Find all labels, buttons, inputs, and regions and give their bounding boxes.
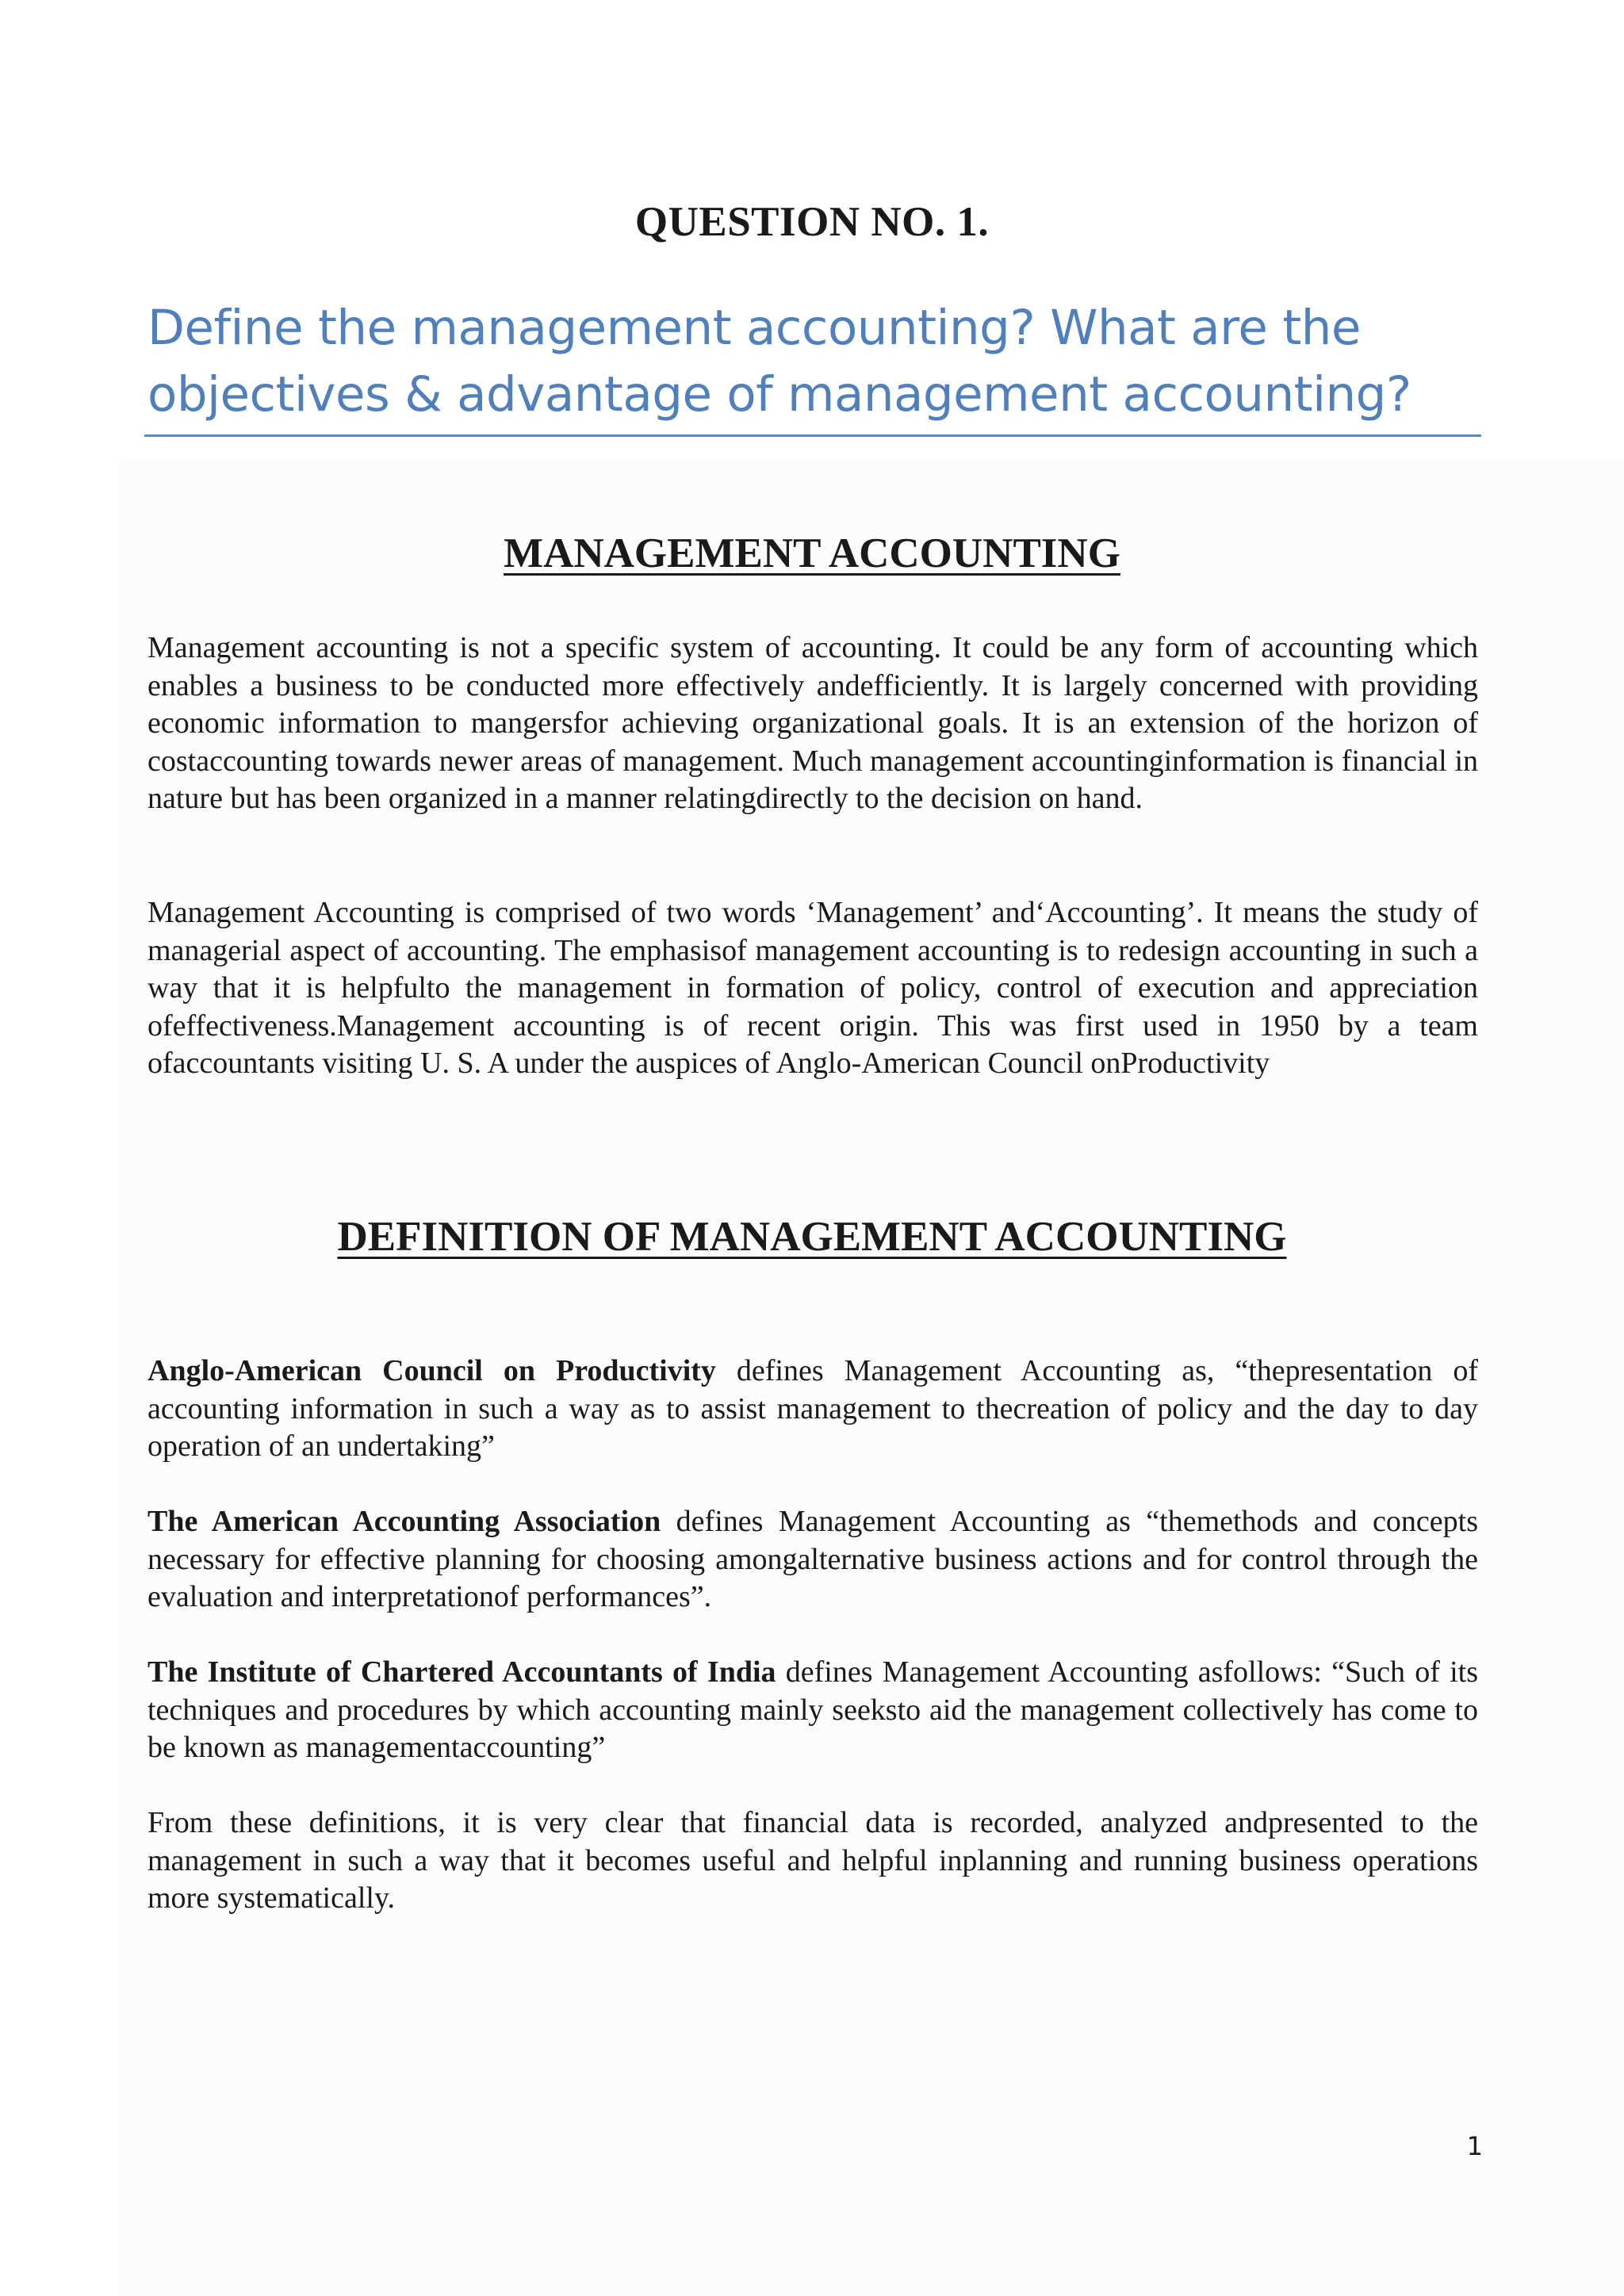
- paragraph-conclusion: From these definitions, it is very clear that financial data is recorded, analyzed andpresented to the management in such a way that it becomes useful and helpful inplanning and running business operations more systematically.: [147, 1806, 1478, 1915]
- paragraph-intro: Management accounting is not a specific system of accounting. It could be any form of accounting which enables a business to be conducted more effectively andefficiently. It is largely concerned with providing economic information to mangersfor achieving organizational goals. It is an extension of the horizon of costaccounting towards newer areas of management. Much management accountinginformation is financial in nature but has been organized in a manner relatingdirectly to the decision on hand.: [147, 631, 1478, 815]
- section-heading-management-accounting: MANAGEMENT ACCOUNTING: [504, 530, 1120, 576]
- definition-source: Anglo-American Council on Productivity: [147, 1354, 716, 1387]
- page-number: 1: [1466, 2131, 1483, 2161]
- definition-text: defines Management Accounting as, “thepresentation of accounting information in such a way as to assist management to thecreation of policy and the day to day operation of an undertaking”: [147, 1354, 1479, 1463]
- definition-source: The Institute of Chartered Accountants of India: [147, 1655, 776, 1689]
- question-title: Define the management accounting? What are the objectives & advantage of management accounting?: [147, 300, 1411, 423]
- definition-text: defines Management Accounting as “themethods and concepts necessary for effective planning for choosing amongalternative business actions and for control through the evaluation and interpretationof performances”.: [147, 1505, 1478, 1613]
- definition-anglo-american: [147, 1353, 1478, 1466]
- section-heading-definition: DEFINITION OF MANAGEMENT ACCOUNTING: [337, 1214, 1287, 1260]
- definition-icai: [147, 1654, 1478, 1767]
- definition-text: defines Management Accounting asfollows: “Such of its techniques and procedures by which accounting mainly seeksto aid the management collectively has come to be known as managementaccounting”: [147, 1655, 1478, 1764]
- paragraph-origin: Management Accounting is comprised of two words ‘Management’ and‘Accounting’. It means the study of managerial aspect of accounting. The emphasisof management accounting is to redesign accounting in such a way that it is helpfulto the management in formation of policy, control of execution and appreciation ofeffectiveness.Management accounting is of recent origin. This was first used in 1950 by a team ofaccountants visiting U. S. A under the auspices of Anglo-American Council onProductivity: [147, 896, 1478, 1080]
- title-divider: [144, 434, 1481, 437]
- definition-source: The American Accounting Association: [147, 1505, 661, 1538]
- definition-american-accounting-association: [147, 1503, 1478, 1617]
- question-number: QUESTION NO. 1.: [634, 199, 990, 245]
